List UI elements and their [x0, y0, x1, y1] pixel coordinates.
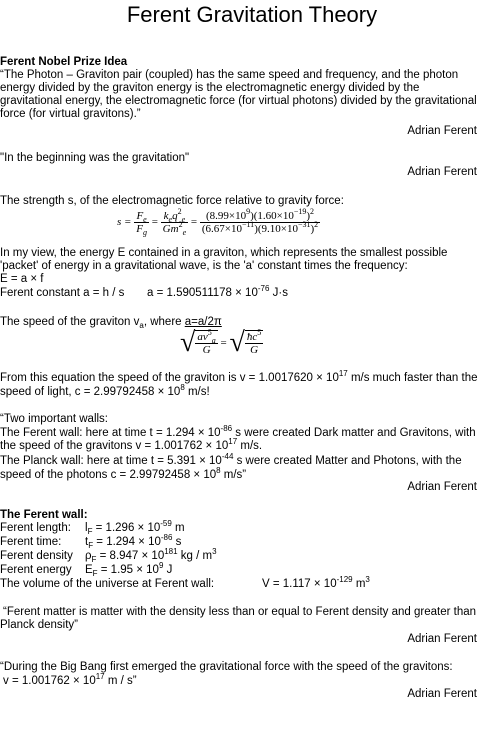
eq-num3-c: ) [306, 210, 311, 222]
ferent-wall-heading: The Ferent wall: [0, 509, 88, 521]
speed-eq-lhs [195, 330, 217, 356]
walls-line-2 [0, 424, 476, 440]
ferent-density-num: = 8.947 × 10 [96, 550, 165, 562]
nobel-author: Adrian Ferent [407, 125, 477, 137]
ferent-energy-num: = 1.95 × 10 [97, 564, 159, 576]
ferent-constant-label: Ferent constant a = h / s [0, 287, 125, 299]
ferent-density-exp: 181 [164, 547, 178, 556]
eq-fraction-constants [161, 207, 188, 237]
beginning-author: Adrian Ferent [407, 166, 477, 178]
eq-fg: F [136, 223, 143, 235]
ferent-density-unit-exp: 3 [212, 547, 217, 556]
ferent-density-sym: ρ [85, 550, 92, 562]
strength-intro: The strength s, of the electromagnetic force relative to gravity force: [0, 195, 344, 207]
ferent-time-unit: s [172, 536, 182, 548]
ferent-volume-unit: m [352, 578, 366, 590]
strength-equation [117, 207, 320, 237]
walls-line-2b: s were created Dark matter and Gravitons, with [232, 427, 476, 439]
ferent-volume-unit-exp: 3 [365, 575, 370, 584]
nobel-heading: Ferent Nobel Prize Idea [0, 56, 128, 68]
speed-eq-lhs-sup: 5 [207, 328, 212, 337]
walls-line-2-sup: -86 [220, 424, 233, 433]
ferent-volume-exp: -129 [336, 575, 353, 584]
speed-result-1a: From this equation the speed of the graviton is v = 1.0017620 × 10 [0, 372, 339, 384]
eq-ke: k [163, 210, 169, 222]
ferent-time-sym: t [85, 536, 89, 548]
speed-intro-sub: a [139, 321, 144, 330]
ferent-energy-sym: E [85, 564, 93, 576]
ferent-length-sym: l [85, 522, 88, 534]
speed-intro-text: The speed of the graviton v [0, 316, 140, 328]
eq-ke-sub: e [168, 215, 173, 224]
speed-result-2b: m/s! [184, 386, 210, 398]
eq-fg-sub: g [142, 228, 147, 237]
ferent-time-exp: -86 [160, 533, 173, 542]
eq-num3-sup2: −19 [293, 207, 307, 216]
eq-qe: q [172, 210, 178, 222]
speed-intro-where: , where [143, 316, 185, 328]
eq-num3-a: (8.99×10 [205, 210, 247, 222]
eq-fe: F [136, 210, 144, 222]
walls-line-2a: The Ferent wall: here at time t = 1.294 × 10 [0, 427, 221, 439]
speed-eq-lhs-sub: a [211, 336, 216, 345]
walls-line-4-sup: -44 [221, 452, 234, 461]
eq-gme-sup: 2 [178, 220, 183, 229]
walls-line-3-sup: 17 [228, 437, 238, 446]
ferent-time-label: Ferent time: [0, 536, 62, 548]
walls-line-5 [0, 466, 247, 482]
eq-gme: Gm [162, 223, 179, 235]
nobel-quote-line-3: gravitational energy, the electromagnetic force (for virtual photons) divided by the gravitational [0, 95, 477, 107]
speed-equation: √ $\frac{av^5_a}{G}$ = √ $\frac{ħc^5}{G}$ [180, 327, 262, 358]
speed-eq-rhs-num: ħc [246, 331, 258, 343]
eq-fraction-force [134, 210, 149, 235]
bigbang-line-1: “During the Big Bang first emerged the gravitational force with the speed of the gravitons: [0, 661, 453, 673]
walls-author: Adrian Ferent [407, 481, 477, 493]
walls-line-4a: The Planck wall: here at time t = 5.391 × 10 [0, 455, 222, 467]
walls-line-4 [0, 452, 462, 468]
eq-fraction-values [200, 207, 320, 235]
ferent-length-unit: m [171, 522, 185, 534]
speed-result-1b: m/s much faster than the [347, 372, 478, 384]
nobel-quote-line-4: force (for virtual gravitons).” [0, 108, 141, 120]
eq-den3-sup2: −31 [297, 220, 311, 229]
matter-line-2: Planck density” [0, 619, 78, 631]
speed-eq-lhs-den: G [202, 344, 211, 356]
speed-result-line-1 [0, 369, 478, 385]
ferent-density-sub: F [91, 555, 97, 564]
ferent-time-num: = 1.294 × 10 [93, 536, 161, 548]
eq-num3-b: )(1.60×10 [250, 210, 294, 222]
speed-eq-rhs-sup: 5 [257, 328, 262, 337]
nobel-quote-line-2: energy divided by the graviton energy is the electromagnetic energy divided by the [0, 82, 420, 94]
ferent-length-num: = 1.296 × 10 [92, 522, 161, 534]
speed-result-2-sup: 8 [180, 383, 185, 392]
ferent-density-unit: kg / m [177, 550, 213, 562]
eq-den3-b: )(9.10×10 [254, 223, 298, 235]
speed-eq-rhs [245, 330, 263, 356]
ferent-constant-number: a = 1.590511178 × 10 [147, 287, 258, 299]
ferent-energy-label: Ferent energy [0, 564, 72, 576]
eq-qe-sup: 2 [177, 207, 182, 216]
walls-line-5b: m/s” [220, 469, 247, 481]
eq-s: s = [117, 216, 132, 229]
ferent-volume-num: V = 1.117 × 10 [262, 578, 337, 590]
eq-gme-sub: e [182, 228, 187, 237]
nobel-quote-line-1: “The Photon – Graviton pair (coupled) has the same speed and frequency, and the photon [0, 69, 459, 81]
eq-den3-sup1: −11 [241, 220, 255, 229]
ferent-energy-value [85, 561, 173, 578]
eq-den3-c: ) [310, 223, 315, 235]
page-title: Ferent Gravitation Theory [126, 2, 378, 27]
ferent-length-exp: -59 [160, 519, 172, 528]
ferent-constant-unit: J·s [269, 287, 288, 299]
eq-num3-sup1: 9 [246, 207, 251, 216]
walls-line-5a: speed of the photons c = 2.99792458 × 10 [0, 469, 217, 481]
eq-equals-2: = [190, 216, 198, 229]
walls-line-3b: m/s. [237, 440, 263, 452]
bigbang-author: Adrian Ferent [407, 688, 477, 700]
beginning-quote: "In the beginning was the gravitation" [0, 152, 190, 164]
eq-fe-sub: e [143, 215, 147, 224]
bigbang-line-2 [3, 672, 137, 688]
ferent-volume-value [262, 575, 370, 591]
speed-eq-equals: = [220, 337, 227, 349]
matter-author: Adrian Ferent [407, 633, 477, 645]
ferent-length-label: Ferent length: [0, 522, 71, 534]
ferent-density-label: Ferent density [0, 550, 73, 562]
energy-line-1: In my view, the energy E contained in a graviton, which represents the smallest possible [0, 247, 448, 259]
eq-qe-sub: e [181, 215, 186, 224]
eq-den3-a: (6.67×10 [201, 223, 242, 235]
eq-den3-sup3: 2 [314, 220, 319, 229]
eq-num3-sup3: 2 [310, 207, 315, 216]
speed-result-2a: speed of light, c = 2.99792458 × 10 [0, 386, 181, 398]
bigbang-line-2-sup: 17 [95, 672, 105, 681]
walls-line-1: “Two important walls: [0, 413, 109, 425]
matter-line-1: “Ferent matter is matter with the density less than or equal to Ferent density and greater than [3, 606, 477, 618]
walls-line-5-sup: 8 [216, 466, 221, 475]
energy-line-2: 'packet' of energy in a gravitational wave, is the 'a' constant times the frequency: [0, 260, 408, 272]
speed-result-1-sup: 17 [338, 369, 348, 378]
ferent-volume-label: The volume of the universe at Ferent wall: [0, 578, 215, 590]
speed-intro-formula: a=a/2π [184, 316, 222, 328]
ferent-energy-sub: F [92, 569, 98, 578]
ferent-constant-exponent: -76 [257, 284, 270, 293]
ferent-time-sub: F [88, 541, 94, 550]
ferent-length-sub: F [87, 527, 93, 536]
speed-result-line-2 [0, 383, 210, 399]
walls-line-3a: the speed of the gravitons v = 1.001762 × 10 [0, 440, 229, 452]
walls-line-4b: s were created Matter and Photons, with the [233, 455, 462, 467]
speed-eq-rhs-den: G [250, 344, 259, 356]
ferent-energy-unit: J [163, 564, 173, 576]
ferent-density-value [85, 547, 217, 564]
bigbang-line-2b: m / s” [104, 675, 137, 687]
speed-eq-lhs-num: av [197, 331, 208, 343]
ferent-constant-value [147, 284, 288, 300]
energy-line-3: E = a × f [0, 273, 44, 285]
ferent-energy-exp: 9 [158, 561, 164, 570]
eq-equals-1: = [151, 216, 158, 229]
bigbang-line-2a: v = 1.001762 × 10 [3, 675, 96, 687]
